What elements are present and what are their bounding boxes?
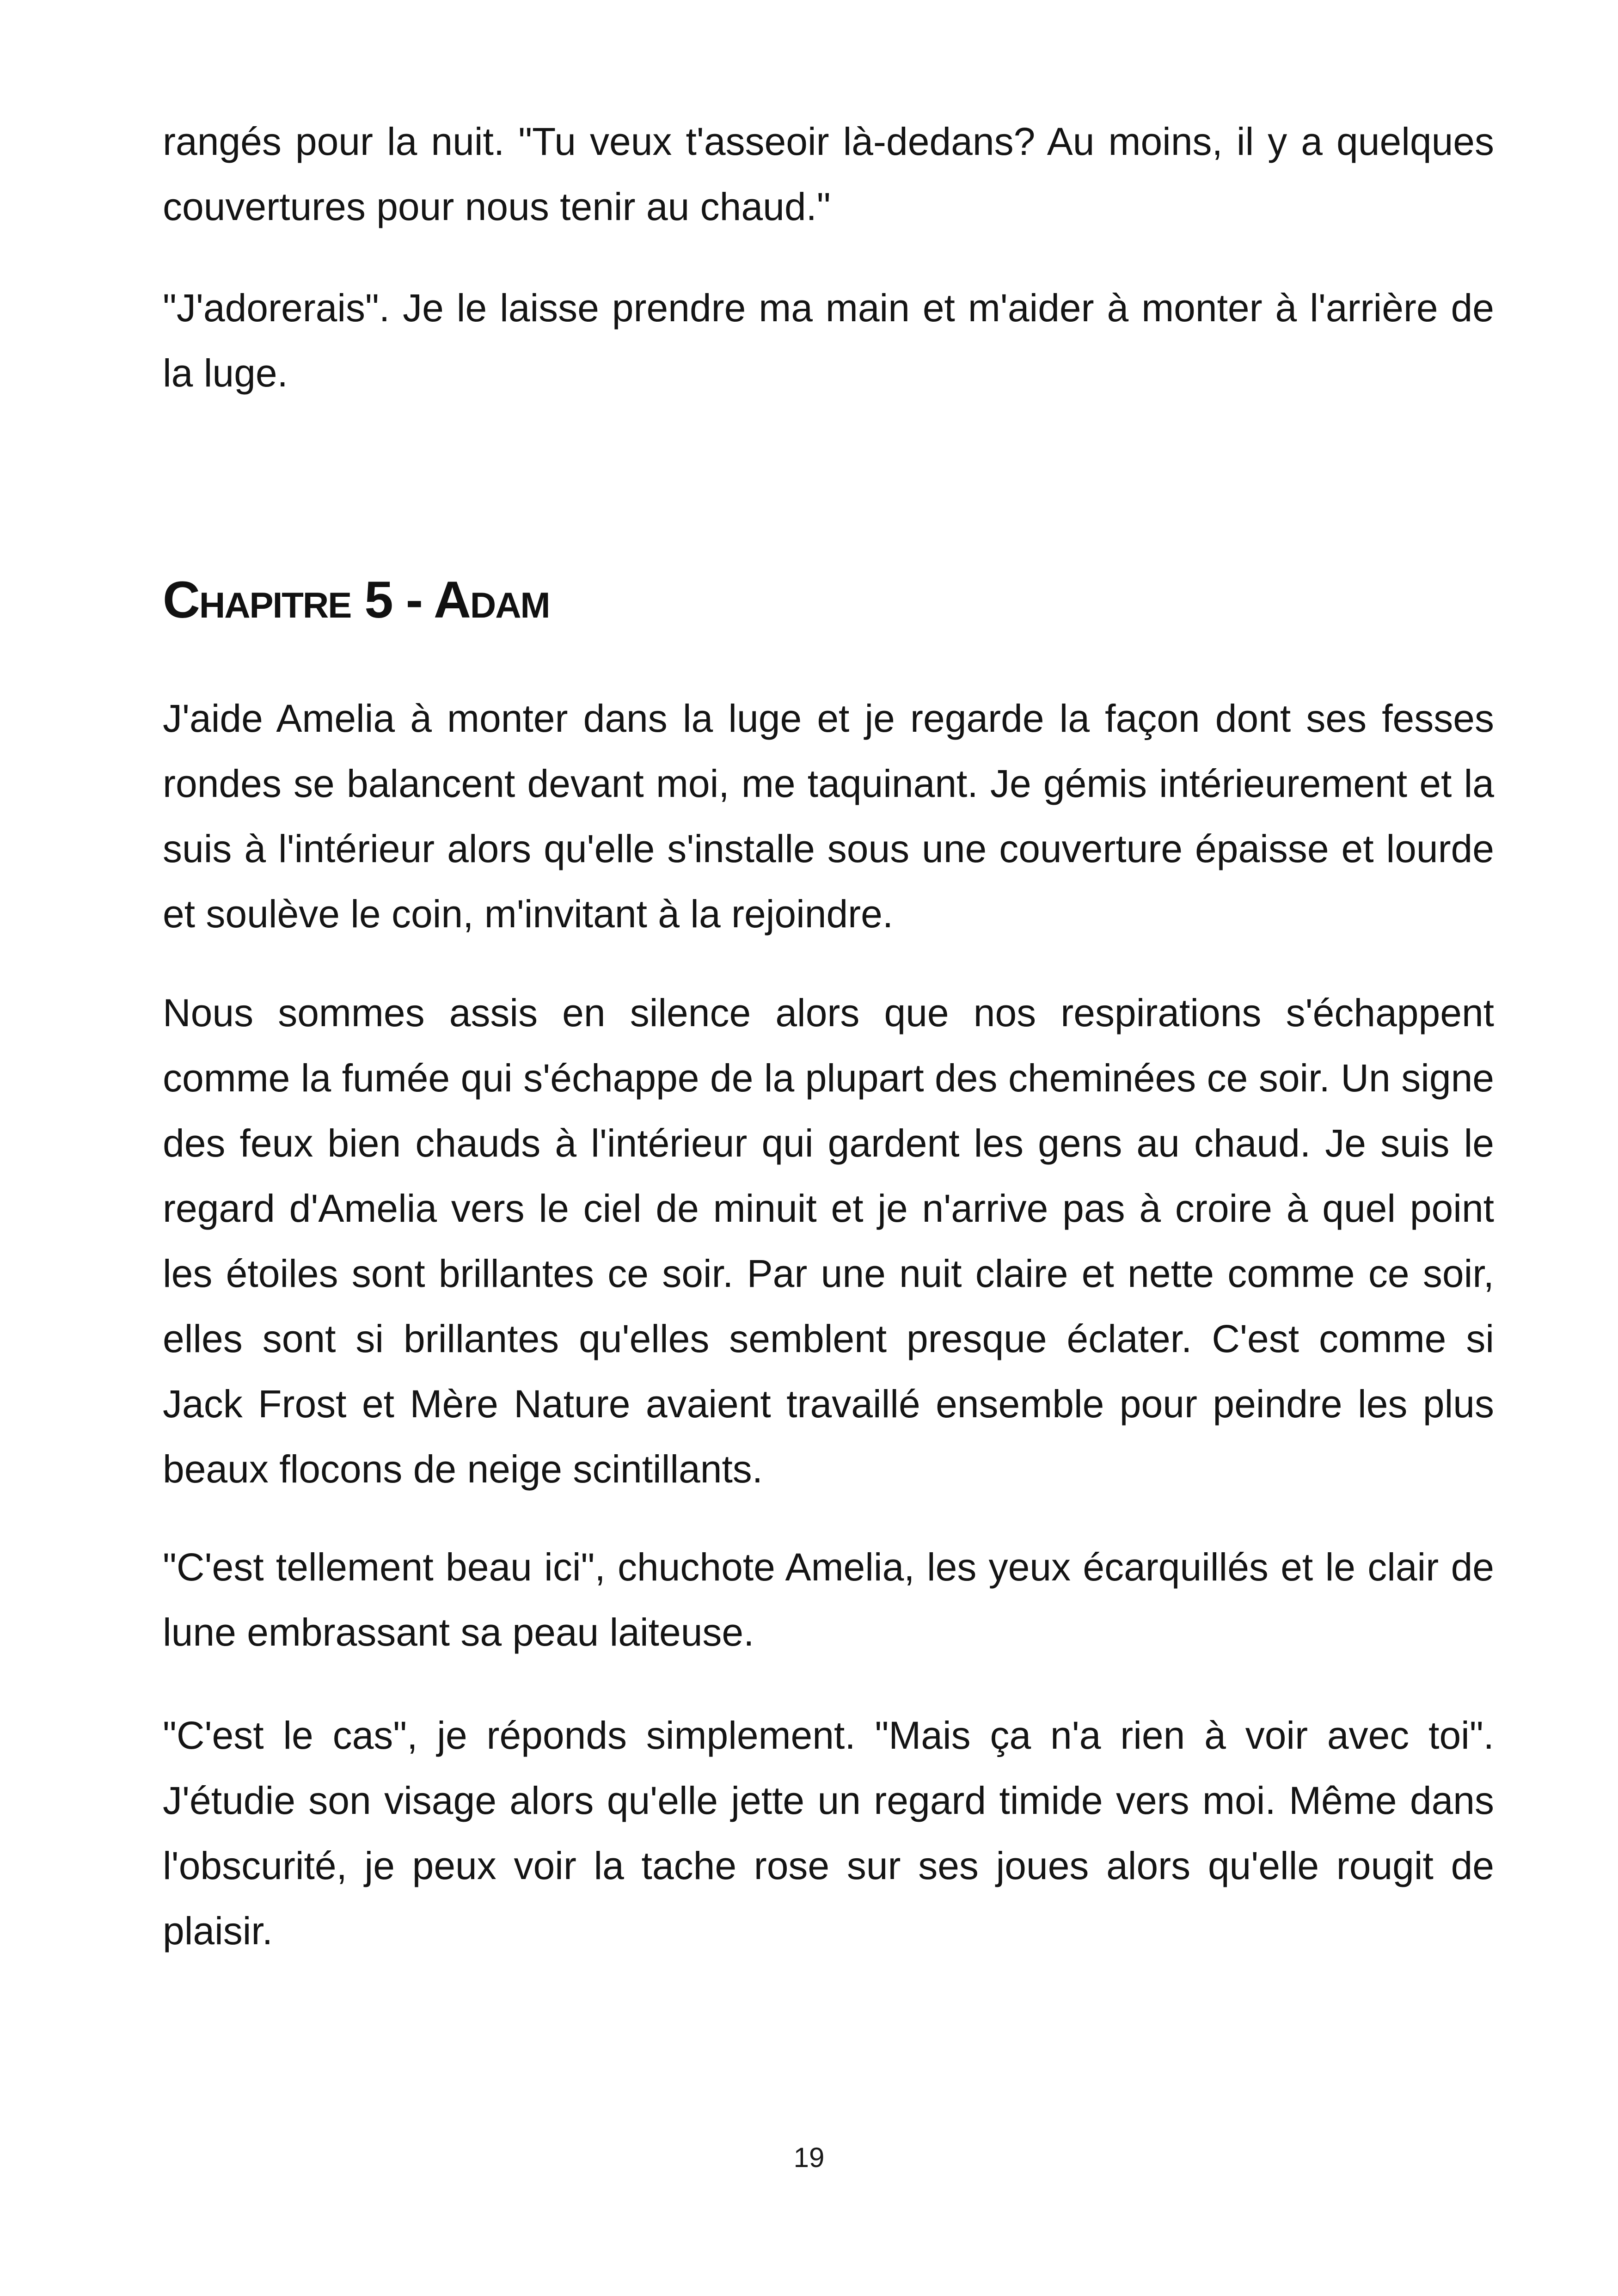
body-paragraph: "J'adorerais". Je le laisse prendre ma main et m'aider à monter à l'arrière de la luge. — [163, 286, 1494, 395]
body-paragraph: Nous sommes assis en silence alors que nos respirations s'échappent comme la fumée qui s'échappe de la plupart des cheminées ce soir. Un signe des feux bien chauds à l'intérieur qui gardent les gens au chaud. Je suis le regard d'Amelia vers le ciel de minuit et je n'arrive pas à croire à quel point les étoiles sont brillantes ce soir. Par une nuit claire et nette comme ce soir, elles sont si brillantes qu'elles semblent presque éclater. C'est comme si Jack Frost et Mère Nature avaient travaillé ensemble pour peindre les plus beaux flocons de neige scintillants. — [163, 991, 1494, 1491]
body-paragraph: J'aide Amelia à monter dans la luge et je regarde la façon dont ses fesses rondes se balancent devant moi, me taquinant. Je gémis intérieurement et la suis à l'intérieur alors qu'elle s'installe sous une couverture épaisse et lourde et soulève le coin, m'invitant à la rejoindre. — [163, 697, 1494, 936]
chapter-heading: Chapitre 5 - Adam — [163, 571, 550, 629]
body-paragraph: rangés pour la nuit. "Tu veux t'asseoir là-dedans? Au moins, il y a quelques couvertures pour nous tenir au chaud." — [163, 120, 1494, 228]
body-paragraph: "C'est tellement beau ici", chuchote Amelia, les yeux écarquillés et le clair de lune embrassant sa peau laiteuse. — [163, 1545, 1494, 1654]
page-number: 19 — [793, 2142, 825, 2173]
body-paragraph: "C'est le cas", je réponds simplement. "Mais ça n'a rien à voir avec toi". J'étudie son visage alors qu'elle jette un regard timide vers moi. Même dans l'obscurité, je peux voir la tache rose sur ses joues alors qu'elle rougit de plaisir. — [163, 1714, 1494, 1953]
